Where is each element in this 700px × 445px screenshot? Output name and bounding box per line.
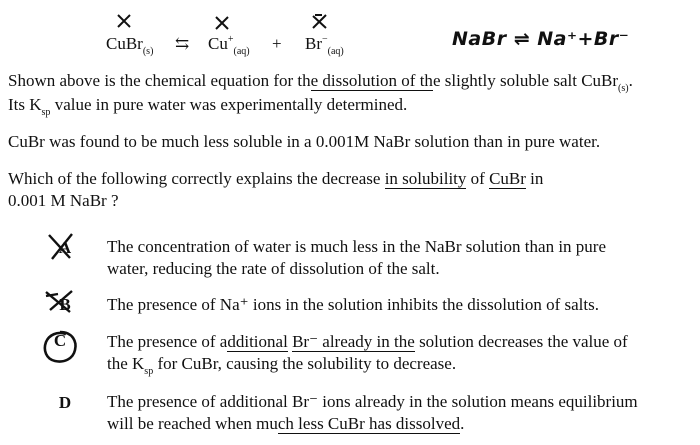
cation: $Cu^+_{(aq)}$ <box>208 34 250 57</box>
question-line-1: Which of the following correctly explains the decrease in solubility of CuBr in <box>8 169 544 188</box>
option-b-letter: B <box>59 295 71 314</box>
option-a-text: The concentration of water is much less in the NaBr solution than in pure water, reducing the rate of dissolution of the salt. <box>107 237 607 278</box>
option-d-text: The presence of additional Br⁻ ions already in the solution means equilibrium will be reached when much less CuBr has dissolved. <box>107 392 638 433</box>
intro-line-1: Shown above is the chemical equation for the dissolution of the slightly soluble salt CuBr$_{(s)}$. <box>8 71 633 94</box>
equilibrium-arrow: ⇆ <box>175 34 190 53</box>
anion: $Br^-_{(aq)}$ <box>305 34 344 57</box>
option-d-letter: D <box>58 393 72 412</box>
option-c-text: The presence of additional Br⁻ already in the solution decreases the value of the $K_{sp}$ for CuBr, causing the solubility to decrease. <box>107 332 628 377</box>
cross-mark-cation <box>215 16 229 30</box>
strike-mark-option-b <box>44 288 76 316</box>
strike-mark-option-a <box>46 232 76 262</box>
reactant: CuBr$_{(s)}$ <box>106 34 154 57</box>
chemical-equation <box>0 0 440 60</box>
cross-mark-anion <box>312 14 327 29</box>
intro-line-2: Its $K_{sp}$ value in pure water was experimentally determined. <box>8 95 408 118</box>
handwritten-nabr-equation: NaBr ⇌ Na⁺+Br⁻ <box>452 28 630 50</box>
option-b-text: The presence of Na⁺ ions in the solution inhibits the dissolution of salts. <box>107 295 599 314</box>
question-line-2: 0.001 M NaBr ? <box>8 191 119 210</box>
observation-text: CuBr was found to be much less soluble in a 0.001M NaBr solution than in pure water. <box>8 132 601 151</box>
option-c-letter: C <box>53 331 67 350</box>
cross-mark-reactant <box>117 14 131 28</box>
option-a-letter: A <box>58 238 72 257</box>
plus-sign: + <box>272 34 282 53</box>
